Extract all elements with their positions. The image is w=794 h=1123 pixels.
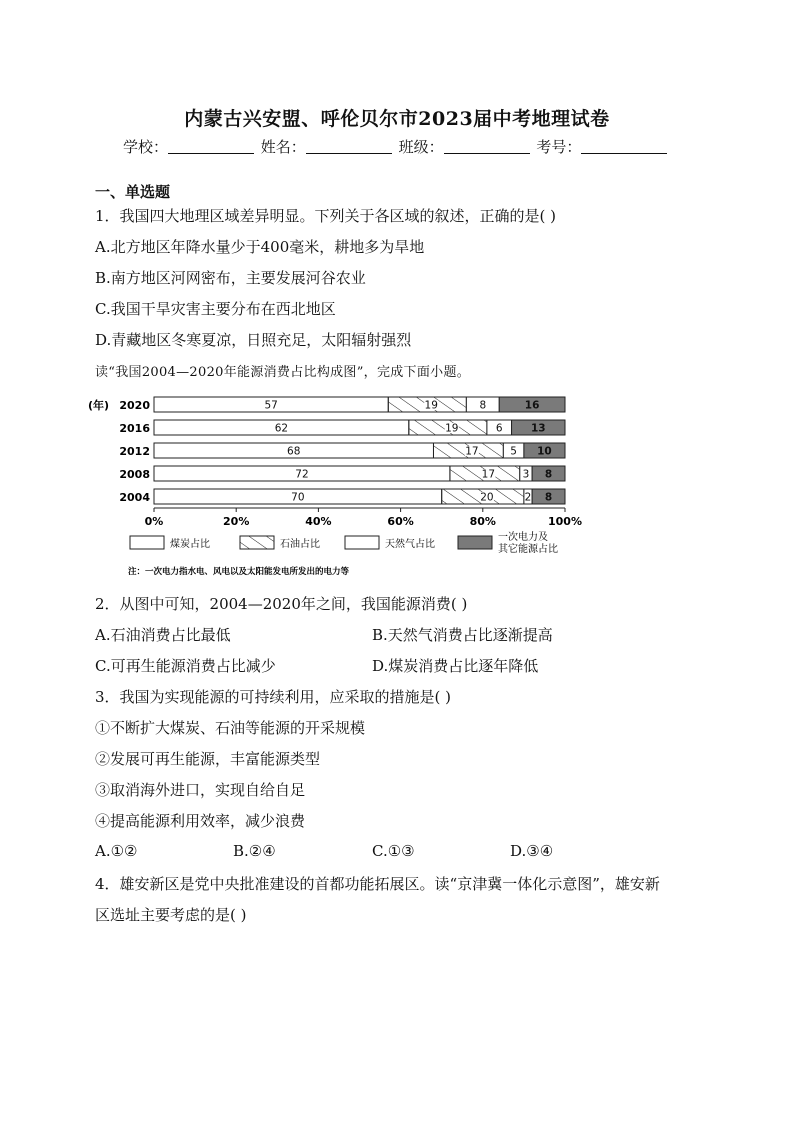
legend-label: 天然气占比	[385, 539, 435, 550]
data-label: 8	[479, 399, 487, 412]
q3-option-b[interactable]: B.②④	[233, 842, 276, 860]
data-label: 10	[537, 445, 552, 458]
x-tick-label: 40%	[305, 515, 332, 528]
q2-stem: 2．从图中可知，2004—2020年之间，我国能源消费( )	[95, 595, 468, 613]
x-tick-label: 0%	[144, 515, 164, 528]
q4-stem-line1: 4．雄安新区是党中央批准建设的首都功能拓展区。读“京津冀一体化示意图”，雄安新	[95, 875, 660, 893]
q3-option-d[interactable]: D.③④	[510, 842, 554, 860]
data-label: 5	[510, 445, 517, 458]
x-tick-label: 100%	[548, 515, 582, 528]
data-label: 17	[465, 445, 479, 458]
q2-option-c[interactable]: C.可再生能源消费占比减少	[95, 657, 276, 675]
q1-option-b[interactable]: B.南方地区河网密布，主要发展河谷农业	[95, 269, 366, 287]
q2-option-a[interactable]: A.石油消费占比最低	[95, 626, 231, 644]
q3-option-a[interactable]: A.①②	[95, 842, 138, 860]
data-label: 3	[522, 468, 530, 481]
passage-caption: 读“我国2004—2020年能源消费占比构成图”，完成下面小题。	[95, 365, 471, 380]
q3-stem: 3．我国为实现能源的可持续利用，应采取的措施是( )	[95, 688, 452, 706]
q4-stem-line2: 区选址主要考虑的是( )	[95, 906, 247, 924]
x-tick-label: 60%	[387, 515, 414, 528]
x-tick-label: 20%	[223, 515, 250, 528]
data-label: 16	[524, 399, 540, 412]
energy-consumption-chart	[88, 390, 592, 585]
data-label: 19	[445, 422, 459, 435]
category-label: 2016	[119, 422, 150, 435]
q2-option-d[interactable]: D.煤炭消费占比逐年降低	[372, 657, 539, 675]
page-title: 内蒙古兴安盟、呼伦贝尔市2023届中考地理试卷	[184, 108, 610, 130]
year-axis-label: (年)	[88, 399, 110, 412]
legend-swatch	[130, 536, 164, 549]
data-label: 70	[291, 491, 305, 504]
q3-item-3: ③取消海外进口，实现自给自足	[95, 781, 306, 799]
legend-label: 一次电力及	[498, 532, 548, 543]
legend-label: 其它能源占比	[498, 544, 558, 555]
data-label: 62	[274, 422, 289, 435]
data-label: 13	[530, 422, 546, 435]
legend-swatch	[345, 536, 379, 549]
q1-stem: 1．我国四大地理区域差异明显。下列关于各区域的叙述，正确的是( )	[95, 207, 557, 225]
legend-label: 煤炭占比	[170, 539, 210, 550]
x-tick-label: 80%	[469, 515, 496, 528]
q2-option-b[interactable]: B.天然气消费占比逐渐提高	[372, 626, 553, 644]
exam-number-blank[interactable]	[581, 138, 667, 154]
data-label: 17	[481, 468, 496, 481]
category-label: 2012	[119, 445, 150, 458]
data-label: 72	[295, 468, 309, 481]
data-label: 19	[424, 399, 438, 412]
q1-option-a[interactable]: A.北方地区年降水量少于400毫米，耕地多为旱地	[95, 238, 425, 256]
data-label: 57	[264, 399, 278, 412]
data-label: 6	[495, 422, 503, 435]
class-label: 班级：	[398, 138, 444, 156]
q3-item-2: ②发展可再生能源，丰富能源类型	[95, 750, 321, 768]
legend-label: 石油占比	[280, 539, 320, 550]
legend-swatch	[458, 536, 492, 549]
data-label: 20	[480, 491, 494, 504]
q3-option-c[interactable]: C.①③	[372, 842, 415, 860]
section-title: 一、单选题	[95, 183, 171, 201]
q1-option-d[interactable]: D.青藏地区冬寒夏凉，日照充足，太阳辐射强烈	[95, 331, 412, 349]
name-label: 姓名：	[260, 138, 306, 156]
data-label: 68	[287, 445, 301, 458]
school-blank[interactable]	[168, 138, 254, 154]
data-label: 8	[544, 491, 553, 504]
school-label: 学校：	[123, 138, 169, 156]
name-blank[interactable]	[306, 138, 392, 154]
student-info-row	[123, 136, 669, 157]
legend-swatch	[240, 536, 274, 549]
chart-note: 注：一次电力指水电、风电以及太阳能发电所发出的电力等	[128, 567, 350, 577]
q3-item-1: ①不断扩大煤炭、石油等能源的开采规模	[95, 719, 366, 737]
data-label: 8	[544, 468, 553, 481]
class-blank[interactable]	[444, 138, 530, 154]
category-label: 2020	[119, 399, 150, 412]
data-label: 2	[524, 491, 532, 504]
exam-number-label: 考号：	[536, 138, 582, 156]
category-label: 2004	[119, 491, 150, 504]
category-label: 2008	[119, 468, 150, 481]
q3-item-4: ④提高能源利用效率，减少浪费	[95, 812, 306, 830]
q1-option-c[interactable]: C.我国干旱灾害主要分布在西北地区	[95, 300, 336, 318]
